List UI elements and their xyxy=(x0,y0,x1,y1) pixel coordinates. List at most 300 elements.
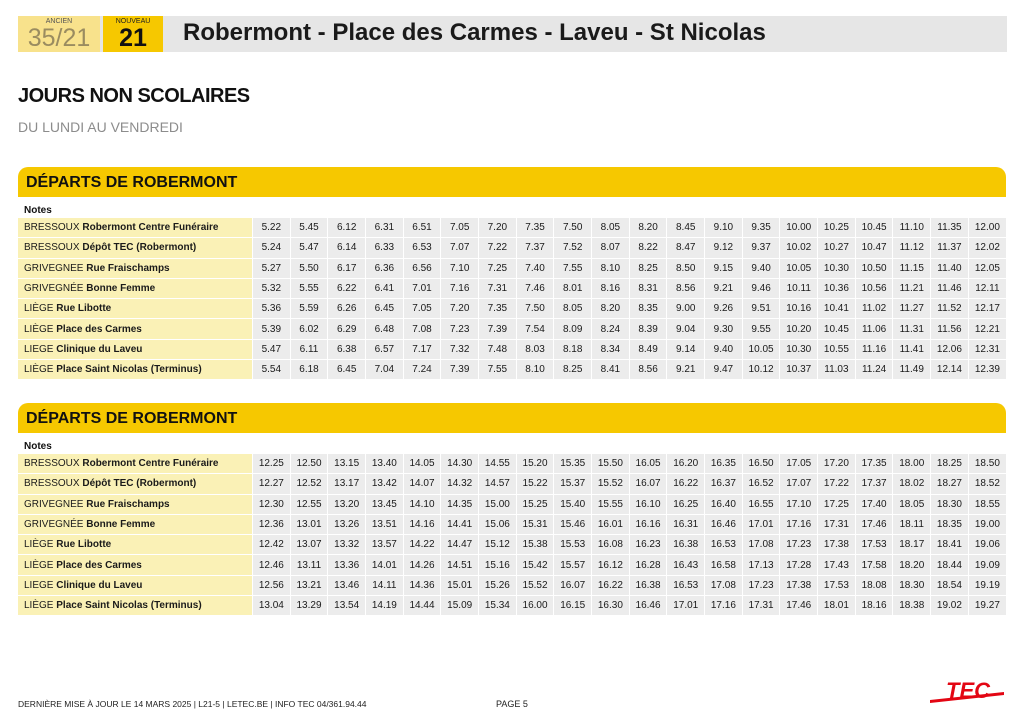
departure-time: 8.41 xyxy=(592,360,630,380)
departure-time: 11.41 xyxy=(893,339,931,359)
departure-time: 10.41 xyxy=(818,299,856,319)
departure-time: 16.25 xyxy=(667,494,705,514)
departure-time: 10.50 xyxy=(855,258,893,278)
stop-town: GRIVEGNÉE xyxy=(24,283,84,295)
departure-time: 17.01 xyxy=(667,596,705,616)
departure-time: 10.00 xyxy=(780,218,818,238)
departure-time: 18.54 xyxy=(931,575,969,595)
departure-time: 17.58 xyxy=(855,555,893,575)
stop-name xyxy=(18,319,253,339)
stop-town: LIÈGE xyxy=(24,303,54,315)
departure-time: 14.11 xyxy=(366,575,404,595)
departure-time: 16.12 xyxy=(592,555,630,575)
departure-time: 18.41 xyxy=(931,535,969,555)
departure-time: 17.31 xyxy=(818,514,856,534)
section-title-1: DÉPARTS DE ROBERMONT xyxy=(26,174,238,191)
departure-time: 18.30 xyxy=(893,575,931,595)
departure-time: 11.35 xyxy=(931,218,969,238)
timetable-2 xyxy=(18,454,1006,616)
departure-time: 11.15 xyxy=(893,258,931,278)
departure-time: 10.12 xyxy=(742,360,780,380)
tec-logo xyxy=(928,676,1006,712)
departure-time: 5.36 xyxy=(253,299,291,319)
departure-time: 6.17 xyxy=(328,258,366,278)
departure-time: 16.38 xyxy=(667,535,705,555)
departure-time: 17.37 xyxy=(855,474,893,494)
departure-time: 13.26 xyxy=(328,514,366,534)
departure-time: 14.16 xyxy=(403,514,441,534)
stop-town: BRESSOUX xyxy=(24,478,80,490)
departure-time: 16.16 xyxy=(629,514,667,534)
departure-time: 8.34 xyxy=(592,339,630,359)
stop-name xyxy=(18,575,253,595)
departure-time: 12.11 xyxy=(968,278,1006,298)
departure-time: 13.40 xyxy=(366,454,404,474)
departure-time: 17.22 xyxy=(818,474,856,494)
departure-time: 7.22 xyxy=(479,238,517,258)
departure-time: 17.38 xyxy=(780,575,818,595)
timetable-row xyxy=(18,474,1006,494)
departure-time: 7.05 xyxy=(441,218,479,238)
departure-time: 18.11 xyxy=(893,514,931,534)
departure-time: 13.42 xyxy=(366,474,404,494)
departure-time: 9.21 xyxy=(705,278,743,298)
timetable-row xyxy=(18,454,1006,474)
departure-time: 17.20 xyxy=(818,454,856,474)
departure-time: 6.56 xyxy=(403,258,441,278)
stop-name xyxy=(18,454,253,474)
stop-label: Rue Fraischamps xyxy=(86,498,170,510)
departure-time: 14.35 xyxy=(441,494,479,514)
departure-time: 7.20 xyxy=(479,218,517,238)
departure-time: 17.23 xyxy=(742,575,780,595)
departure-time: 10.11 xyxy=(780,278,818,298)
departure-time: 19.02 xyxy=(931,596,969,616)
departure-time: 14.01 xyxy=(366,555,404,575)
stop-label: Dépôt TEC (Robermont) xyxy=(82,242,197,254)
departure-time: 15.50 xyxy=(592,454,630,474)
departure-time: 18.02 xyxy=(893,474,931,494)
departure-time: 8.03 xyxy=(516,339,554,359)
stop-name xyxy=(18,555,253,575)
departure-time: 13.04 xyxy=(253,596,291,616)
timetable-row xyxy=(18,596,1006,616)
timetable-row xyxy=(18,339,1006,359)
departure-time: 14.22 xyxy=(403,535,441,555)
departure-time: 8.20 xyxy=(592,299,630,319)
notes-label-2: Notes xyxy=(24,441,52,452)
departure-time: 18.16 xyxy=(855,596,893,616)
departure-time: 18.25 xyxy=(931,454,969,474)
departure-time: 7.52 xyxy=(554,238,592,258)
departure-time: 7.39 xyxy=(479,319,517,339)
departure-time: 18.27 xyxy=(931,474,969,494)
departure-time: 9.10 xyxy=(705,218,743,238)
stop-town: LIÈGE xyxy=(24,364,54,376)
departure-time: 6.38 xyxy=(328,339,366,359)
departure-time: 12.27 xyxy=(253,474,291,494)
departure-time: 11.40 xyxy=(931,258,969,278)
departure-time: 11.49 xyxy=(893,360,931,380)
timetable-row xyxy=(18,238,1006,258)
timetable-1 xyxy=(18,218,1006,380)
departure-time: 16.50 xyxy=(742,454,780,474)
stop-town: LIEGE xyxy=(24,343,54,355)
departure-time: 8.31 xyxy=(629,278,667,298)
departure-time: 16.35 xyxy=(705,454,743,474)
departure-time: 7.35 xyxy=(516,218,554,238)
departure-time: 6.45 xyxy=(328,360,366,380)
departure-time: 9.00 xyxy=(667,299,705,319)
departure-time: 6.57 xyxy=(366,339,404,359)
stop-name xyxy=(18,278,253,298)
stop-name xyxy=(18,360,253,380)
departure-time: 15.53 xyxy=(554,535,592,555)
departure-time: 10.56 xyxy=(855,278,893,298)
departure-time: 5.45 xyxy=(290,218,328,238)
departure-time: 12.25 xyxy=(253,454,291,474)
section-header-1 xyxy=(18,167,1006,197)
departure-time: 10.30 xyxy=(818,258,856,278)
departure-time: 7.23 xyxy=(441,319,479,339)
departure-time: 17.53 xyxy=(855,535,893,555)
departure-time: 15.00 xyxy=(479,494,517,514)
departure-time: 18.44 xyxy=(931,555,969,575)
departure-time: 12.46 xyxy=(253,555,291,575)
departure-time: 12.06 xyxy=(931,339,969,359)
departure-time: 6.33 xyxy=(366,238,404,258)
departure-time: 16.30 xyxy=(592,596,630,616)
departure-time: 11.46 xyxy=(931,278,969,298)
departure-time: 17.05 xyxy=(780,454,818,474)
departure-time: 11.10 xyxy=(893,218,931,238)
departure-time: 16.28 xyxy=(629,555,667,575)
departure-time: 10.45 xyxy=(818,319,856,339)
stop-town: BRESSOUX xyxy=(24,458,80,470)
departure-time: 5.47 xyxy=(253,339,291,359)
departure-time: 6.02 xyxy=(290,319,328,339)
departure-time: 9.15 xyxy=(705,258,743,278)
stop-label: Clinique du Laveu xyxy=(56,343,143,355)
departure-time: 6.29 xyxy=(328,319,366,339)
departure-time: 16.53 xyxy=(667,575,705,595)
stop-name xyxy=(18,258,253,278)
departure-time: 5.24 xyxy=(253,238,291,258)
departure-time: 18.20 xyxy=(893,555,931,575)
departure-time: 17.23 xyxy=(780,535,818,555)
departure-time: 16.46 xyxy=(705,514,743,534)
departure-time: 16.55 xyxy=(742,494,780,514)
stop-town: GRIVEGNEE xyxy=(24,262,84,274)
departure-time: 8.10 xyxy=(592,258,630,278)
departure-time: 15.16 xyxy=(479,555,517,575)
stop-name xyxy=(18,474,253,494)
departure-time: 16.52 xyxy=(742,474,780,494)
stop-label: Rue Libotte xyxy=(56,303,112,315)
departure-time: 15.57 xyxy=(554,555,592,575)
timetable-row xyxy=(18,535,1006,555)
departure-time: 7.17 xyxy=(403,339,441,359)
new-line-label: NOUVEAU xyxy=(115,18,151,25)
departure-time: 7.50 xyxy=(516,299,554,319)
departure-time: 17.13 xyxy=(742,555,780,575)
departure-time: 14.47 xyxy=(441,535,479,555)
departure-time: 17.25 xyxy=(818,494,856,514)
departure-time: 13.46 xyxy=(328,575,366,595)
departure-time: 13.51 xyxy=(366,514,404,534)
stop-name xyxy=(18,218,253,238)
departure-time: 14.36 xyxy=(403,575,441,595)
departure-time: 13.01 xyxy=(290,514,328,534)
departure-time: 13.57 xyxy=(366,535,404,555)
timetable-row xyxy=(18,319,1006,339)
departure-time: 10.20 xyxy=(780,319,818,339)
departure-time: 13.32 xyxy=(328,535,366,555)
stop-label: Bonne Femme xyxy=(86,283,156,295)
departure-time: 14.30 xyxy=(441,454,479,474)
departure-time: 16.43 xyxy=(667,555,705,575)
departure-time: 9.12 xyxy=(705,238,743,258)
timetable-row xyxy=(18,360,1006,380)
departure-time: 10.16 xyxy=(780,299,818,319)
departure-time: 12.17 xyxy=(968,299,1006,319)
departure-time: 6.12 xyxy=(328,218,366,238)
departure-time: 16.20 xyxy=(667,454,705,474)
stop-name xyxy=(18,299,253,319)
departure-time: 7.05 xyxy=(403,299,441,319)
departure-time: 9.37 xyxy=(742,238,780,258)
departure-time: 12.00 xyxy=(968,218,1006,238)
departure-time: 7.48 xyxy=(479,339,517,359)
section-title-2: DÉPARTS DE ROBERMONT xyxy=(26,410,238,427)
departure-time: 13.07 xyxy=(290,535,328,555)
departure-time: 7.08 xyxy=(403,319,441,339)
departure-time: 15.46 xyxy=(554,514,592,534)
departure-time: 18.00 xyxy=(893,454,931,474)
departure-time: 15.42 xyxy=(516,555,554,575)
departure-time: 6.18 xyxy=(290,360,328,380)
departure-time: 11.31 xyxy=(893,319,931,339)
departure-time: 12.31 xyxy=(968,339,1006,359)
departure-time: 17.46 xyxy=(855,514,893,534)
departure-time: 14.19 xyxy=(366,596,404,616)
departure-time: 14.05 xyxy=(403,454,441,474)
departure-time: 7.25 xyxy=(479,258,517,278)
departure-time: 10.37 xyxy=(780,360,818,380)
departure-time: 8.18 xyxy=(554,339,592,359)
departure-time: 14.44 xyxy=(403,596,441,616)
timetable-row xyxy=(18,258,1006,278)
departure-time: 8.35 xyxy=(629,299,667,319)
departure-time: 11.27 xyxy=(893,299,931,319)
departure-time: 11.16 xyxy=(855,339,893,359)
departure-time: 16.58 xyxy=(705,555,743,575)
timetable-row xyxy=(18,555,1006,575)
departure-time: 12.56 xyxy=(253,575,291,595)
departure-time: 8.45 xyxy=(667,218,705,238)
departure-time: 12.36 xyxy=(253,514,291,534)
departure-time: 6.41 xyxy=(366,278,404,298)
departure-time: 10.47 xyxy=(855,238,893,258)
timetable-row xyxy=(18,278,1006,298)
departure-time: 16.15 xyxy=(554,596,592,616)
departure-time: 12.30 xyxy=(253,494,291,514)
departure-time: 11.12 xyxy=(893,238,931,258)
departure-time: 12.02 xyxy=(968,238,1006,258)
departure-time: 17.40 xyxy=(855,494,893,514)
departure-time: 16.40 xyxy=(705,494,743,514)
departure-time: 10.30 xyxy=(780,339,818,359)
departure-time: 15.55 xyxy=(592,494,630,514)
departure-time: 7.16 xyxy=(441,278,479,298)
timetable-row xyxy=(18,494,1006,514)
stop-town: GRIVEGNEE xyxy=(24,498,84,510)
departure-time: 8.05 xyxy=(592,218,630,238)
departure-time: 19.06 xyxy=(968,535,1006,555)
departure-time: 11.03 xyxy=(818,360,856,380)
departure-time: 13.11 xyxy=(290,555,328,575)
departure-time: 8.09 xyxy=(554,319,592,339)
departure-time: 9.55 xyxy=(742,319,780,339)
departure-time: 15.35 xyxy=(554,454,592,474)
departure-time: 9.21 xyxy=(667,360,705,380)
departure-time: 17.38 xyxy=(818,535,856,555)
departure-time: 8.10 xyxy=(516,360,554,380)
departure-time: 14.51 xyxy=(441,555,479,575)
departure-time: 15.01 xyxy=(441,575,479,595)
departure-time: 13.21 xyxy=(290,575,328,595)
departure-time: 9.30 xyxy=(705,319,743,339)
departure-time: 17.01 xyxy=(742,514,780,534)
departure-time: 11.06 xyxy=(855,319,893,339)
departure-time: 6.26 xyxy=(328,299,366,319)
departure-time: 16.01 xyxy=(592,514,630,534)
departure-time: 18.05 xyxy=(893,494,931,514)
departure-time: 12.21 xyxy=(968,319,1006,339)
timetable-row xyxy=(18,299,1006,319)
departure-time: 6.51 xyxy=(403,218,441,238)
departure-time: 18.50 xyxy=(968,454,1006,474)
departure-time: 16.07 xyxy=(554,575,592,595)
stop-name xyxy=(18,339,253,359)
departure-time: 13.20 xyxy=(328,494,366,514)
departure-time: 15.37 xyxy=(554,474,592,494)
stop-label: Clinique du Laveu xyxy=(56,579,143,591)
departure-time: 16.46 xyxy=(629,596,667,616)
stop-label: Robermont Centre Funéraire xyxy=(82,458,219,470)
departure-time: 16.08 xyxy=(592,535,630,555)
departure-time: 14.55 xyxy=(479,454,517,474)
departure-time: 12.05 xyxy=(968,258,1006,278)
departure-time: 17.16 xyxy=(705,596,743,616)
logo-text: TEC xyxy=(946,678,990,703)
departure-time: 8.20 xyxy=(629,218,667,238)
departure-time: 7.54 xyxy=(516,319,554,339)
departure-time: 17.28 xyxy=(780,555,818,575)
departure-time: 6.31 xyxy=(366,218,404,238)
stop-town: LIEGE xyxy=(24,579,54,591)
departure-time: 8.56 xyxy=(629,360,667,380)
departure-time: 10.02 xyxy=(780,238,818,258)
departure-time: 6.53 xyxy=(403,238,441,258)
departure-time: 7.55 xyxy=(479,360,517,380)
departure-time: 12.55 xyxy=(290,494,328,514)
departure-time: 7.50 xyxy=(554,218,592,238)
departure-time: 16.10 xyxy=(629,494,667,514)
timetable-row xyxy=(18,514,1006,534)
departure-time: 5.32 xyxy=(253,278,291,298)
departure-time: 8.07 xyxy=(592,238,630,258)
departure-time: 18.17 xyxy=(893,535,931,555)
stop-label: Place Saint Nicolas (Terminus) xyxy=(56,364,202,376)
departure-time: 13.17 xyxy=(328,474,366,494)
departure-time: 17.46 xyxy=(780,596,818,616)
old-line-label: ANCIEN xyxy=(45,18,73,25)
stop-label: Bonne Femme xyxy=(86,519,156,531)
departure-time: 14.32 xyxy=(441,474,479,494)
departure-time: 17.16 xyxy=(780,514,818,534)
departure-time: 16.37 xyxy=(705,474,743,494)
departure-time: 18.55 xyxy=(968,494,1006,514)
departure-time: 14.10 xyxy=(403,494,441,514)
stop-label: Place des Carmes xyxy=(56,323,142,335)
departure-time: 7.04 xyxy=(366,360,404,380)
departure-time: 8.25 xyxy=(629,258,667,278)
departure-time: 10.05 xyxy=(742,339,780,359)
departure-time: 6.11 xyxy=(290,339,328,359)
departure-time: 14.07 xyxy=(403,474,441,494)
departure-time: 17.08 xyxy=(742,535,780,555)
departure-time: 15.31 xyxy=(516,514,554,534)
departure-time: 16.05 xyxy=(629,454,667,474)
departure-time: 7.07 xyxy=(441,238,479,258)
departure-time: 8.24 xyxy=(592,319,630,339)
departure-time: 15.20 xyxy=(516,454,554,474)
departure-time: 10.25 xyxy=(818,218,856,238)
stop-town: BRESSOUX xyxy=(24,242,80,254)
departure-time: 10.05 xyxy=(780,258,818,278)
stop-town: LIÈGE xyxy=(24,539,54,551)
departure-time: 8.56 xyxy=(667,278,705,298)
departure-time: 5.59 xyxy=(290,299,328,319)
notes-label-1: Notes xyxy=(24,205,52,216)
departure-time: 16.07 xyxy=(629,474,667,494)
departure-time: 8.50 xyxy=(667,258,705,278)
departure-time: 18.30 xyxy=(931,494,969,514)
departure-time: 9.04 xyxy=(667,319,705,339)
departure-time: 7.24 xyxy=(403,360,441,380)
departure-time: 11.52 xyxy=(931,299,969,319)
departure-time: 19.00 xyxy=(968,514,1006,534)
footer-info: DERNIÈRE MISE À JOUR LE 14 MARS 2025 | L21-5 | LETEC.BE | INFO TEC 04/361.94.44 xyxy=(18,699,367,709)
departure-time: 7.46 xyxy=(516,278,554,298)
section-header-2 xyxy=(18,403,1006,433)
departure-time: 10.27 xyxy=(818,238,856,258)
departure-time: 10.36 xyxy=(818,278,856,298)
departure-time: 5.50 xyxy=(290,258,328,278)
departure-time: 16.22 xyxy=(667,474,705,494)
departure-time: 15.38 xyxy=(516,535,554,555)
departure-time: 16.23 xyxy=(629,535,667,555)
departure-time: 5.39 xyxy=(253,319,291,339)
departure-time: 5.27 xyxy=(253,258,291,278)
departure-time: 8.16 xyxy=(592,278,630,298)
departure-time: 19.19 xyxy=(968,575,1006,595)
departure-time: 9.40 xyxy=(705,339,743,359)
departure-time: 13.29 xyxy=(290,596,328,616)
departure-time: 12.42 xyxy=(253,535,291,555)
new-line-badge xyxy=(103,16,163,52)
